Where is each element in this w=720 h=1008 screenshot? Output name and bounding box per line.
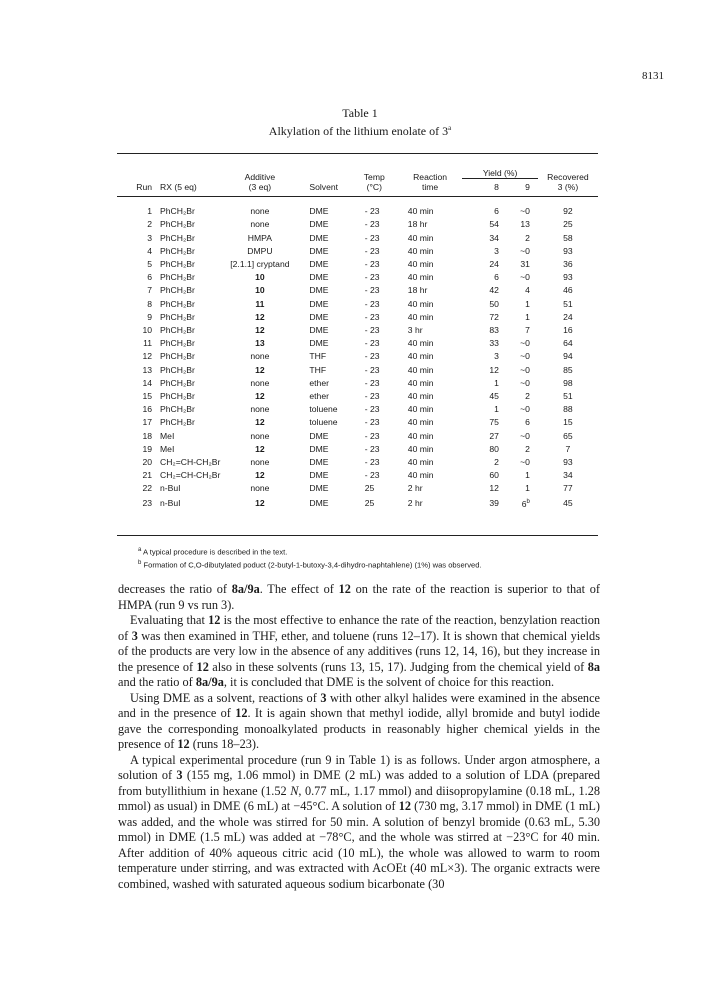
cell-rec: 51 [563,391,573,402]
cell-additive: 10 [255,285,265,296]
cell-rx: PhCH₂Br [160,259,195,269]
cell-temp: - 23 [364,259,380,269]
cell-run: 12 [142,351,153,362]
table-bottom-rule [117,535,598,536]
cell-y8: 83 [489,325,499,336]
cell-temp: - 23 [364,443,380,454]
cell-solvent: ether [309,377,329,388]
table-row [117,271,598,284]
cell-rec: 85 [563,364,573,375]
cell-rx: PhCH₂Br [160,351,195,362]
footnote-b: $^b$ Formation of C,O-dibutylated poduct (2-butyl-1-butoxy-3,4-dihydro-naphtahlene) (1%) was observed. [138,559,482,570]
cell-y9: 2 [525,232,530,243]
cell-y8: 6 [494,206,499,217]
cell-temp: - 23 [364,338,380,349]
cell-rec: 45 [563,497,573,508]
table-row [117,350,598,363]
cell-y8: 33 [489,338,499,349]
cell-y8: 75 [489,417,499,428]
cell-additive: 12 [255,311,265,322]
cell-run: 21 [142,470,153,481]
cell-temp: - 23 [364,351,380,362]
cell-y8: 1 [494,404,499,415]
cell-rec: 88 [563,404,573,415]
cell-rx: PhCH₂Br [160,364,195,375]
cell-y8: 12 [489,364,499,375]
cell-time: 2 hr [407,483,423,494]
cell-additive: 12 [255,325,265,336]
cell-y9: 2 [525,443,530,454]
cell-rec: 15 [563,417,573,428]
cell-time: 40 min [407,364,434,375]
cell-additive: none [250,377,270,388]
cell-temp: - 23 [364,311,380,322]
cell-rec: 24 [563,311,573,322]
header-reaction-time: Reaction time [413,172,448,192]
cell-time: 18 hr [407,285,428,296]
paragraph-1: decreases the ratio of 8a/9a. The effect of 12 on the rate of the reaction is superior to that of HMPA (run 9 vs run 3). [118,582,600,612]
cell-temp: - 23 [364,325,380,336]
header-recovered: Recovered 3 (%) [547,172,589,192]
header-temp: Temp (°C) [363,172,385,192]
cell-time: 40 min [407,443,434,454]
cell-rx: PhCH₂Br [160,285,195,296]
page-number: 8131 [642,70,664,82]
cell-additive: none [250,483,270,494]
cell-rx: PhCH₂Br [160,311,195,322]
cell-temp: - 23 [364,245,380,256]
cell-run: 10 [142,325,153,336]
header-solvent: Solvent [309,182,339,192]
cell-rec: 36 [563,259,573,269]
cell-run: 9 [147,311,153,322]
cell-run: 15 [142,391,153,402]
cell-rx: PhCH₂Br [160,391,195,402]
cell-rx: PhCH₂Br [160,245,195,256]
cell-rec: 93 [563,245,573,256]
cell-rec: 92 [563,206,573,217]
body-text [118,582,600,892]
table-row [117,416,598,429]
cell-solvent: DME [309,483,329,494]
cell-temp: - 23 [364,232,380,243]
cell-rec: 25 [563,219,573,230]
cell-rx: PhCH₂Br [160,298,195,309]
cell-time: 40 min [407,404,434,415]
cell-y9: 1 [525,311,530,322]
cell-time: 40 min [407,391,434,402]
table-row [117,205,598,218]
cell-solvent: DME [309,325,329,336]
footnote-a: $^a$ A typical procedure is described in the text. [138,547,288,557]
cell-rx: MeI [160,430,175,441]
cell-run: 11 [143,338,153,349]
cell-rx: PhCH₂Br [160,206,195,217]
cell-y8: 12 [489,483,499,494]
cell-y9: 6 [525,417,530,428]
cell-rx: n-BuI [160,483,181,494]
cell-y9: 1 [525,298,530,309]
cell-temp: - 23 [364,285,380,296]
cell-additive: 11 [255,298,265,309]
cell-y9: ~0 [520,404,530,415]
table-row [117,403,598,416]
cell-y9: 1 [525,483,530,494]
cell-y8: 80 [489,443,499,454]
cell-footnote-mark: b [526,498,530,505]
cell-rx: CH₂=CH-CH₂Br [160,457,221,468]
cell-rec: 46 [563,285,573,296]
cell-temp: - 23 [364,404,380,415]
cell-solvent: THF [309,351,327,362]
cell-run: 19 [142,443,153,454]
cell-rec: 98 [563,377,573,388]
cell-temp: - 23 [364,219,380,230]
cell-run: 14 [142,377,153,388]
cell-run: 1 [147,206,153,217]
cell-time: 40 min [407,351,434,362]
cell-run: 7 [147,285,153,296]
paragraph-4: A typical experimental procedure (run 9 in Table 1) is as follows. Under argon atmosphere, a solution of 3 (155 mg, 1.06 mmol) in DME (2 mL) was added to a solution of LDA (prepared from butyllithium in hexane (1.52 N, 0.77 mL, 1.17 mmol) and diisopropylamine (0.18 mL, 1.28 mmol) as usual) in DME (6 mL) at −45°C. A solution of 12 (730 mg, 3.17 mmol) in DME (1 mL) was added, and the whole was stirred for 50 min. A solution of benzyl bromide (0.63 mL, 5.30 mmol) in DME (1.5 mL) was added at −78°C, and the whole was stirred at −23°C for 40 min. After addition of 40% aqueous citric acid (10 mL), the whole was allowed to warm to room temperature under stirring, and was extracted with AcOEt (40 mL×3). The organic extracts were combined, washed with saturated aqueous sodium bicarbonate (30 [118,752,600,891]
cell-rec: 64 [563,338,573,349]
table-row [117,284,598,297]
cell-temp: - 23 [364,430,380,441]
cell-y8: 45 [489,391,499,402]
cell-y8: 54 [489,219,499,230]
cell-temp: - 23 [364,206,380,217]
cell-y9: ~0 [520,364,530,375]
cell-y8: 34 [489,232,499,243]
cell-y8: 60 [489,470,499,481]
cell-time: 40 min [407,272,434,283]
table-row [117,218,598,231]
cell-y9: ~0 [520,245,530,256]
cell-temp: - 23 [364,470,380,481]
table-top-rule [117,153,598,154]
cell-additive: none [250,206,270,217]
cell-time: 40 min [407,417,434,428]
cell-additive: 10 [255,272,265,283]
table-header [117,163,598,205]
cell-additive: HMPA [247,232,272,243]
cell-time: 40 min [407,245,434,256]
table-row [117,232,598,245]
cell-solvent: DME [309,497,329,508]
cell-rx: PhCH₂Br [160,338,195,349]
table-row [117,258,598,271]
table-row [117,311,598,324]
cell-time: 40 min [407,259,434,269]
table-row [117,456,598,469]
cell-solvent: DME [309,338,329,349]
cell-solvent: DME [309,311,329,322]
cell-y9: 13 [520,219,530,230]
cell-temp: 25 [364,483,375,494]
cell-time: 18 hr [407,219,428,230]
table-row [117,298,598,311]
cell-rec: 58 [563,232,573,243]
cell-rx: PhCH₂Br [160,404,195,415]
cell-time: 2 hr [407,497,423,508]
cell-solvent: DME [309,232,329,243]
cell-temp: - 23 [364,391,380,402]
cell-time: 40 min [407,311,434,322]
cell-time: 40 min [407,377,434,388]
cell-rec: 34 [563,470,573,481]
table-title: Table 1 [342,106,378,120]
cell-time: 40 min [407,430,434,441]
cell-y9: ~0 [520,272,530,283]
cell-rec: 93 [563,272,573,283]
cell-time: 40 min [407,298,434,309]
table-body [117,205,598,511]
header-additive: Additive (3 eq) [244,172,276,192]
cell-additive: none [250,430,270,441]
cell-y8: 39 [489,497,499,508]
header-run: Run [136,182,153,192]
table-row [117,482,598,495]
cell-additive: 13 [255,338,265,349]
paragraph-3: Using DME as a solvent, reactions of 3 with other alkyl halides were examined in the absence and in the presence of 12. It is again shown that methyl iodide, allyl bromide and butyl iodide gave the corresponding monoalkylated products in reasonably higher chemical yields in the presence of 12 (runs 18–23). [118,690,600,751]
cell-temp: - 23 [364,377,380,388]
cell-rx: PhCH₂Br [160,232,195,243]
cell-run: 16 [142,404,153,415]
table-row [117,469,598,482]
cell-run: 3 [147,232,153,243]
table-footnotes [138,545,482,570]
cell-solvent: DME [309,430,329,441]
cell-rec: 94 [563,351,573,362]
cell-y9: ~0 [520,430,530,441]
cell-y9: ~0 [520,351,530,362]
table-row [117,443,598,456]
cell-additive: none [250,351,270,362]
cell-run: 18 [142,430,153,441]
cell-additive: 12 [255,497,265,508]
table-row [117,390,598,403]
cell-temp: - 23 [364,298,380,309]
cell-run: 23 [142,497,153,508]
cell-rec: 7 [565,443,571,454]
cell-run: 4 [147,245,153,256]
cell-solvent: toluene [309,404,338,415]
cell-time: 40 min [407,232,434,243]
header-yield: Yield (%) [462,163,538,179]
cell-additive: DMPU [247,245,273,256]
cell-y8: 42 [489,285,499,296]
cell-temp: - 23 [364,364,380,375]
table-row [117,430,598,443]
cell-rx: PhCH₂Br [160,325,195,336]
cell-rec: 65 [563,430,573,441]
cell-time: 40 min [407,457,434,468]
cell-solvent: DME [309,219,329,230]
table-row [117,377,598,390]
cell-rx: MeI [160,443,175,454]
cell-y8: 6 [494,272,499,283]
cell-rx: n-BuI [160,497,181,508]
cell-rx: PhCH₂Br [160,219,195,230]
table-subtitle: Alkylation of the lithium enolate of 3$^a$ [268,124,452,138]
cell-time: 3 hr [407,325,423,336]
cell-rec: 93 [563,457,573,468]
cell-solvent: DME [309,298,329,309]
cell-run: 22 [142,483,153,494]
cell-solvent: DME [309,285,329,296]
cell-y9: 7 [525,325,530,336]
cell-y8: 3 [494,351,499,362]
table-row [117,337,598,350]
cell-run: 5 [147,259,153,269]
cell-y9: 31 [520,259,530,269]
cell-temp: 25 [364,497,375,508]
cell-solvent: ether [309,391,329,402]
cell-y8: 1 [494,377,499,388]
cell-y8: 50 [489,298,499,309]
cell-y9: ~0 [520,206,530,217]
cell-y9: ~0 [520,338,530,349]
alkylation-table [117,163,598,511]
cell-y8: 3 [494,245,499,256]
cell-rx: PhCH₂Br [160,417,195,428]
cell-solvent: DME [309,245,329,256]
cell-solvent: DME [309,457,329,468]
cell-additive: 12 [255,417,265,428]
cell-additive: 12 [255,470,265,481]
cell-y9: 4 [525,285,530,296]
cell-solvent: DME [309,443,329,454]
cell-rec: 77 [563,483,573,494]
header-yield-8: 8 [494,182,499,192]
cell-run: 13 [142,364,153,375]
cell-temp: - 23 [364,457,380,468]
cell-time: 40 min [407,338,434,349]
table-caption [0,106,720,139]
cell-run: 6 [147,272,153,283]
cell-additive: 12 [255,364,265,375]
table-row [117,364,598,377]
cell-y8: 24 [489,259,499,269]
cell-y8: 2 [494,457,499,468]
cell-run: 8 [147,298,153,309]
cell-time: 40 min [407,470,434,481]
cell-solvent: THF [309,364,327,375]
cell-rx: CH₂=CH-CH₂Br [160,470,221,481]
cell-y8: 72 [489,311,499,322]
cell-solvent: toluene [309,417,338,428]
cell-y9: 2 [525,391,530,402]
cell-solvent: DME [309,272,329,283]
cell-additive: 12 [255,443,265,454]
cell-additive: [2.1.1] cryptand [230,259,290,269]
cell-solvent: DME [309,259,329,269]
cell-temp: - 23 [364,272,380,283]
paragraph-2: Evaluating that 12 is the most effective to enhance the rate of the reaction, benzylation reaction of 3 was then examined in THF, ether, and toluene (runs 12–17). It is shown that chemical yields of the products are very low in the absence of any additives (runs 12, 14, 16), but they increase in the presence of 12 also in these solvents (runs 13, 15, 17). Judging from the chemical yield of 8a and the ratio of 8a/9a, it is concluded that DME is the solvent of choice for this reaction. [118,613,600,689]
cell-y9: 1 [525,470,530,481]
cell-solvent: DME [309,470,329,481]
cell-rec: 51 [563,298,573,309]
cell-run: 17 [142,417,153,428]
cell-additive: none [250,219,270,230]
header-yield-9: 9 [525,182,530,192]
cell-time: 40 min [407,206,434,217]
cell-y9: 6$^b$ [521,498,530,509]
table-row [117,245,598,258]
cell-additive: none [250,457,270,468]
cell-temp: - 23 [364,417,380,428]
table-row [117,496,598,511]
cell-run: 2 [147,219,153,230]
cell-rx: PhCH₂Br [160,272,195,283]
cell-y9: ~0 [520,377,530,388]
cell-rx: PhCH₂Br [160,377,195,388]
header-rx: RX (5 eq) [160,182,197,192]
cell-y9: ~0 [520,457,530,468]
cell-rec: 16 [563,325,573,336]
cell-solvent: DME [309,206,329,217]
cell-run: 20 [142,457,153,468]
cell-y8: 27 [489,430,499,441]
table-row [117,324,598,337]
cell-additive: none [250,404,270,415]
cell-additive: 12 [255,391,265,402]
